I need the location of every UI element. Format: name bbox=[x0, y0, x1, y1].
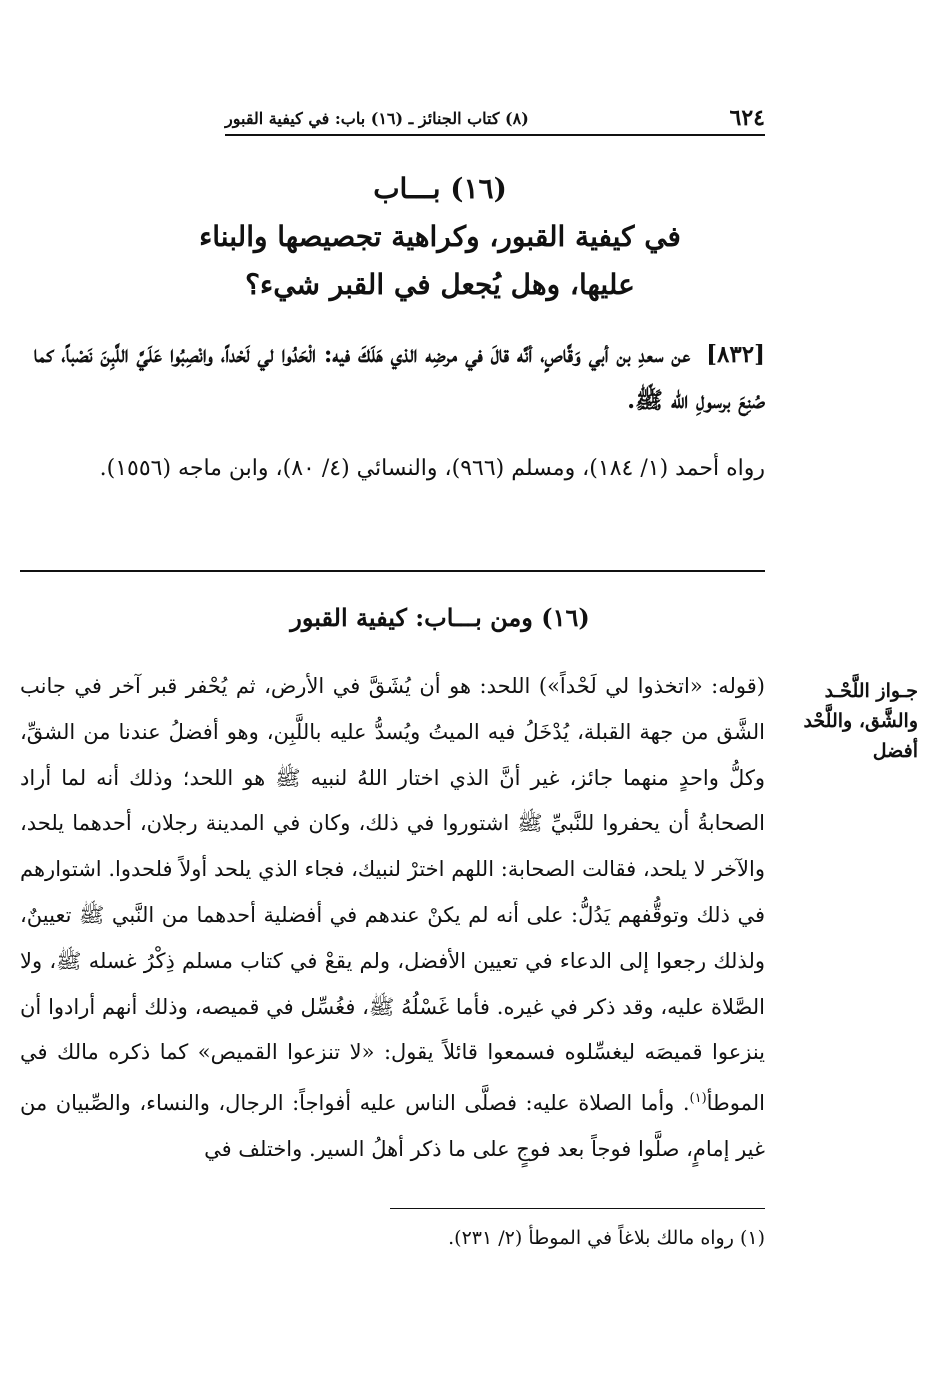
running-title: (٨) كتاب الجنائز ـ (١٦) باب: في كيفية القبور bbox=[225, 108, 529, 128]
page-number: ٦٢٤ bbox=[729, 105, 765, 131]
margin-note: جـواز اللَّحْـد والشَّق، واللَّحْد أفضل bbox=[803, 680, 918, 762]
header-rule bbox=[225, 134, 765, 136]
commentary-body: (قوله: «اتخذوا لي لَحْداً») اللحد: هو أن يُشَقَّ في الأرض، ثم يُحْفر قبر آخر في جانب الشَّق من جهة القبلة، يُدْخَلُ فيه الميتُ ويُسدُّ عليه باللَّبِن، وهو أفضلُ عندنا من الشقِّ، وكلُّ واحدٍ منهما جائز، غير أنَّ الذي اختار اللهُ لنبيه ﷺ هو اللحد؛ وذلك أنه لما أراد الصحابةُ أن يحفروا للنَّبيِّ ﷺ اشتوروا في ذلك، وكان في المدينة رجلان، أحدهما يلحد، والآخر لا يلحد، فقالت الصحابة: اللهم اخترْ لنبيك، فجاء الذي يلحد أولاً فلحدوا. اشتوارهم في ذلك وتوقُّفهم يَدُلُّ: على أنه لم يكنْ عندهم في أفضلية أحدهما من النَّبي ﷺ تعيينٌ، ولذلك رجعوا إلى الدعاء في تعيين الأفضل، ولم يقعْ في كتاب مسلم ذِكْرُ غسله ﷺ، ولا الصَّلاة عليه، وقد ذكر في غيره. فأما غَسْلُهُ ﷺ، فغُسِّل في قميصه، وذلك أنهم أرادوا أن ينزعوا قميصَه ليغسِّلوه فسمعوا قائلاً يقول: «لا تنزعوا القميص» كما ذكره مالك في الموطأ bbox=[20, 674, 765, 1116]
hadith-sources: رواه أحمد (١/ ١٨٤)، ومسلم (٩٦٦)، والنسائي (٤/ ٨٠)، وابن ماجه (١٥٥٦). bbox=[99, 456, 765, 481]
hadith-body: عن سعدِ بن أبي وَقَّاصٍ، أنَّه قالَ في مرضِه الذي هَلَكَ فيه: الْحَدُوا لي لَحْداً، وانْصِبُوا عَلَيَّ اللَّبِنَ نَصْباً، كما صُنِعَ برسولِ الله ﷺ. bbox=[33, 341, 765, 414]
footnote-marker[interactable]: (١) bbox=[689, 1091, 707, 1107]
hadith-number: [٨٣٢] bbox=[706, 341, 765, 368]
chapter-title-line2: عليها، وهل يُجعل في القبر شيء؟ bbox=[245, 268, 635, 301]
hadith-text bbox=[20, 332, 765, 424]
chapter-heading bbox=[140, 165, 740, 309]
page-header bbox=[225, 100, 765, 136]
commentary-text bbox=[20, 664, 765, 1173]
footnote: (١) رواه مالك بلاغاً في الموطأ (٢/ ٢٣١). bbox=[448, 1227, 765, 1249]
footnote-rule bbox=[390, 1208, 765, 1209]
commentary-section-title: (١٦) ومن بـــاب: كيفية القبور bbox=[290, 603, 590, 632]
commentary-tail: . وأما الصلاة عليه: فصلَّى الناس عليه أفواجاً: الرجال، والنساء، والصِّبيان من غير إمامٍ، صلَّوا فوجاً بعد فوجٍ على ما ذكر أهلُ السير. واختلف في bbox=[20, 1091, 765, 1161]
section-divider bbox=[20, 570, 765, 572]
chapter-number: (١٦) بـــاب bbox=[373, 172, 507, 205]
chapter-title-line1: في كيفية القبور، وكراهية تجصيصها والبناء bbox=[199, 220, 681, 253]
